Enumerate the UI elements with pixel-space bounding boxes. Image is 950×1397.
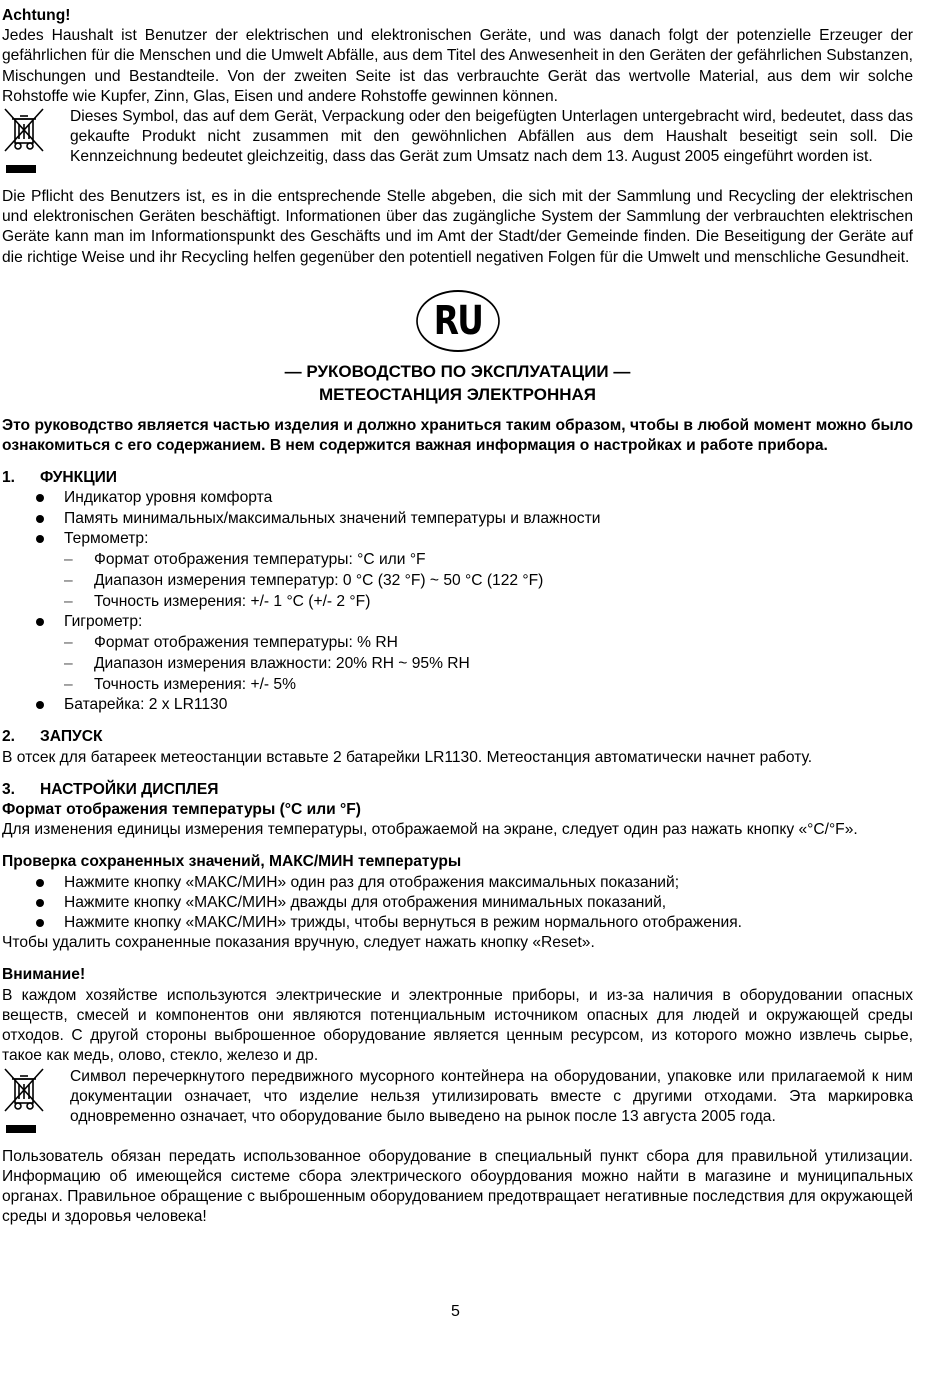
memory-list: [2, 873, 913, 934]
list-item: Батарейка: 2 x LR1130: [2, 695, 913, 715]
section-1-heading: [2, 468, 913, 488]
list-item: Нажмите кнопку «МАКС/МИН» один раз для отображения максимальных показаний;: [2, 873, 913, 893]
list-item: – Диапазон измерения влажности: 20% RH ~ 95% RH: [2, 653, 913, 674]
list-item: – Формат отображения температуры: °C или °F: [2, 549, 913, 570]
list-item: Индикатор уровня комфорта: [2, 488, 913, 508]
russian-symbol-text: Символ перечеркнутого передвижного мусорного контейнера на оборудовании, упаковке или прилагаемой к ним документации означает, что изделие нельзя утилизировать вместе с другими отходами. Эта маркировка одновременно означает, что оборудование было выведено на рынок после 13 августа 2005 года.: [70, 1067, 913, 1125]
section-2-title: ЗАПУСК: [40, 728, 103, 746]
german-weee-block: [2, 107, 913, 187]
intro-paragraph: Это руководство является частью изделия и должно храниться таким образом, чтобы в любой момент можно было ознакомиться с его содержанием. В нем содержится важная информация о настройках и работе прибора.: [2, 416, 913, 455]
list-item: Нажмите кнопку «МАКС/МИН» дважды для отображения минимальных показаний,: [2, 893, 913, 913]
doc-title-line-1: — РУКОВОДСТВО ПО ЭКСПЛУАТАЦИИ —: [284, 361, 631, 381]
list-item: – Диапазон измерения температур: 0 °C (32 °F) ~ 50 °C (122 °F): [2, 570, 913, 591]
crossed-bin-icon: [2, 1067, 54, 1133]
hygrometer-list: [2, 632, 913, 695]
section-1-number: 1.: [2, 469, 16, 487]
russian-weee-block: [2, 1067, 913, 1147]
german-paragraph-1: Jedes Haushalt ist Benutzer der elektrischen und elektronischen Geräte, und was danach folgt der potenzielle Erzeuger der gefährlichen für die Menschen und die Umwelt Abfälle, aus dem Titel des Anwesenheit in den Geräten der gefährlichen Substanzen, Mischungen und Bestandteile. Von der zweiten Seite ist das verbrauchte Gerät das wertvolle Material, aus dem wir solche Rohstoffe wie Kupfer, Zinn, Glas, Eisen und andere Rohstoffe gewinnen können.: [2, 27, 913, 105]
section-3-title: НАСТРОЙКИ ДИСПЛЕЯ: [40, 780, 219, 798]
list-item: Память минимальных/максимальных значений температуры и влажности: [2, 509, 913, 529]
weee-bar-icon: [6, 165, 36, 173]
warning-paragraph-1: В каждом хозяйстве используются электрические и электронные приборы, и из-за наличия в оборудовании опасных веществ, смесей и компонентов они являются потенциальным источником опасных для людей и окружающей среды отходов. С другой стороны выброшенное оборудование является ценным ресурсом, из которого можно извлечь сырье, такое как медь, олово, стекло, железо и др.: [2, 986, 913, 1065]
list-item: Нажмите кнопку «МАКС/МИН» трижды, чтобы вернуться в режим нормального отображения.: [2, 913, 913, 933]
page-number: 5: [451, 1303, 460, 1320]
list-item: Гигрометр:: [2, 612, 913, 632]
list-item: Термометр:: [2, 529, 913, 549]
weee-bar-icon: [6, 1125, 36, 1133]
german-symbol-text: Dieses Symbol, das auf dem Gerät, Verpackung oder den beigefügten Unterlagen untergebracht wird, bedeutet, dass das gekaufte Produkt nicht zusammen mit den gewöhnlichen Abfällen aus dem Haushalt beseitigt sein soll. Die Kennzeichnung bedeutet gleichzeitig, dass das Gerät zum Umsatz nach dem 13. August 2005 eingeführt worden ist.: [70, 108, 913, 166]
thermometer-list: [2, 549, 913, 612]
functions-list: [2, 488, 913, 549]
russian-title-block: [2, 268, 913, 406]
crossed-bin-icon: [2, 107, 54, 173]
reset-text: Чтобы удалить сохраненные показания вручную, следует нажать кнопку «Reset».: [2, 934, 595, 952]
section-3-number: 3.: [2, 780, 16, 798]
warning-paragraph-2: Пользователь обязан передать использованное оборудование в специальный пункт сбора для правильной утилизации. Информацию об имеющейся системе сбора электрического обоурдования можно найти в магазине и муниципальных органах. Правильное обращение с выброшенным оборудованием предотвращает негативные последствия для окружающей среды и здоровья человека!: [2, 1147, 913, 1226]
warning-heading: Внимание!: [2, 966, 86, 984]
ru-badge-icon: RU: [416, 290, 500, 352]
section-3-heading: [2, 780, 913, 800]
section-2-heading: [2, 727, 913, 747]
list-item: – Точность измерения: +/- 5%: [2, 674, 913, 695]
functions-list-2: [2, 612, 913, 632]
section-1-title: ФУНКЦИИ: [40, 469, 118, 487]
list-item: – Формат отображения температуры: % RH: [2, 632, 913, 653]
section-2-number: 2.: [2, 728, 16, 746]
functions-list-3: [2, 695, 913, 715]
list-item: – Точность измерения: +/- 1 °C (+/- 2 °F): [2, 591, 913, 612]
format-text: Для изменения единицы измерения температуры, отображаемой на экране, следует один раз нажать кнопку «°C/°F».: [2, 821, 858, 839]
section-2-text: В отсек для батареек метеостанции вставьте 2 батарейки LR1130. Метеостанция автоматически начнет работу.: [2, 748, 813, 766]
doc-title-line-2: МЕТЕОСТАНЦИЯ ЭЛЕКТРОННАЯ: [318, 384, 597, 404]
german-heading: Achtung!: [2, 7, 71, 24]
format-heading: Формат отображения температуры (°C или °F): [2, 801, 361, 819]
memory-heading: Проверка сохраненных значений, МАКС/МИН температуры: [2, 853, 462, 871]
german-paragraph-2: Die Pflicht des Benutzers ist, es in die entsprechende Stelle abgeben, die sich mit der Sammlung und Recycling der elektrischen und elektronischen Geräten beschäftigt. Informationen über das zugängliche System der Sammlung der verbrauchten elektrischen Geräte kann man im Informationspunkt des Geschäfts und im Amt der Stadt/der Gemeinde finden. Die Beseitigung der Geräte auf die richtige Weise und ihr Recycling helfen gegenüber den potentiell negativen Folgen für die Umwelt und menschliche Gesundheit.: [2, 188, 913, 266]
